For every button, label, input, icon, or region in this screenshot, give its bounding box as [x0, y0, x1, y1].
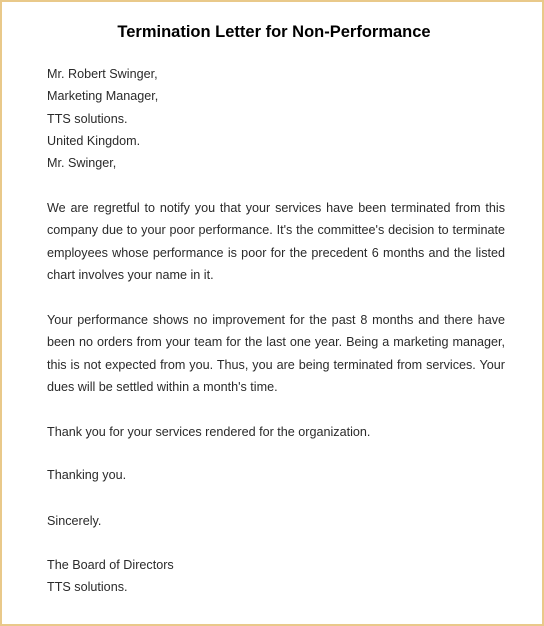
signature-block: [47, 554, 505, 599]
paragraph-notification: We are regretful to notify you that your services have been terminated from this company due to your poor performance. It's the committee's decision to terminate employees whose performance is poor for the precedent 6 months and the listed chart involves your name in it.: [47, 201, 505, 282]
signatory-company: TTS solutions.: [47, 580, 128, 595]
paragraph-performance: Your performance shows no improvement for the past 8 months and there have been no orders from your team for the last one year. Being a marketing manager, this is not expected from you. Thus, you are being terminated from services. Your dues will be settled within a month's time.: [47, 313, 505, 394]
closing-thanking: Thanking you.: [47, 468, 127, 482]
paragraph-thanks: Thank you for your services rendered for the organization.: [47, 425, 371, 439]
recipient-name: Mr. Robert Swinger,: [47, 67, 158, 81]
recipient-title: Marketing Manager,: [47, 89, 159, 104]
closing-sincerely: Sincerely.: [47, 514, 102, 528]
signatory-name: The Board of Directors: [47, 558, 174, 572]
recipient-company: TTS solutions.: [47, 111, 128, 126]
salutation: Mr. Swinger,: [47, 156, 117, 171]
recipient-address: [47, 63, 505, 174]
letter-title: Termination Letter for Non-Performance: [117, 23, 431, 41]
recipient-country: United Kingdom.: [47, 133, 141, 148]
